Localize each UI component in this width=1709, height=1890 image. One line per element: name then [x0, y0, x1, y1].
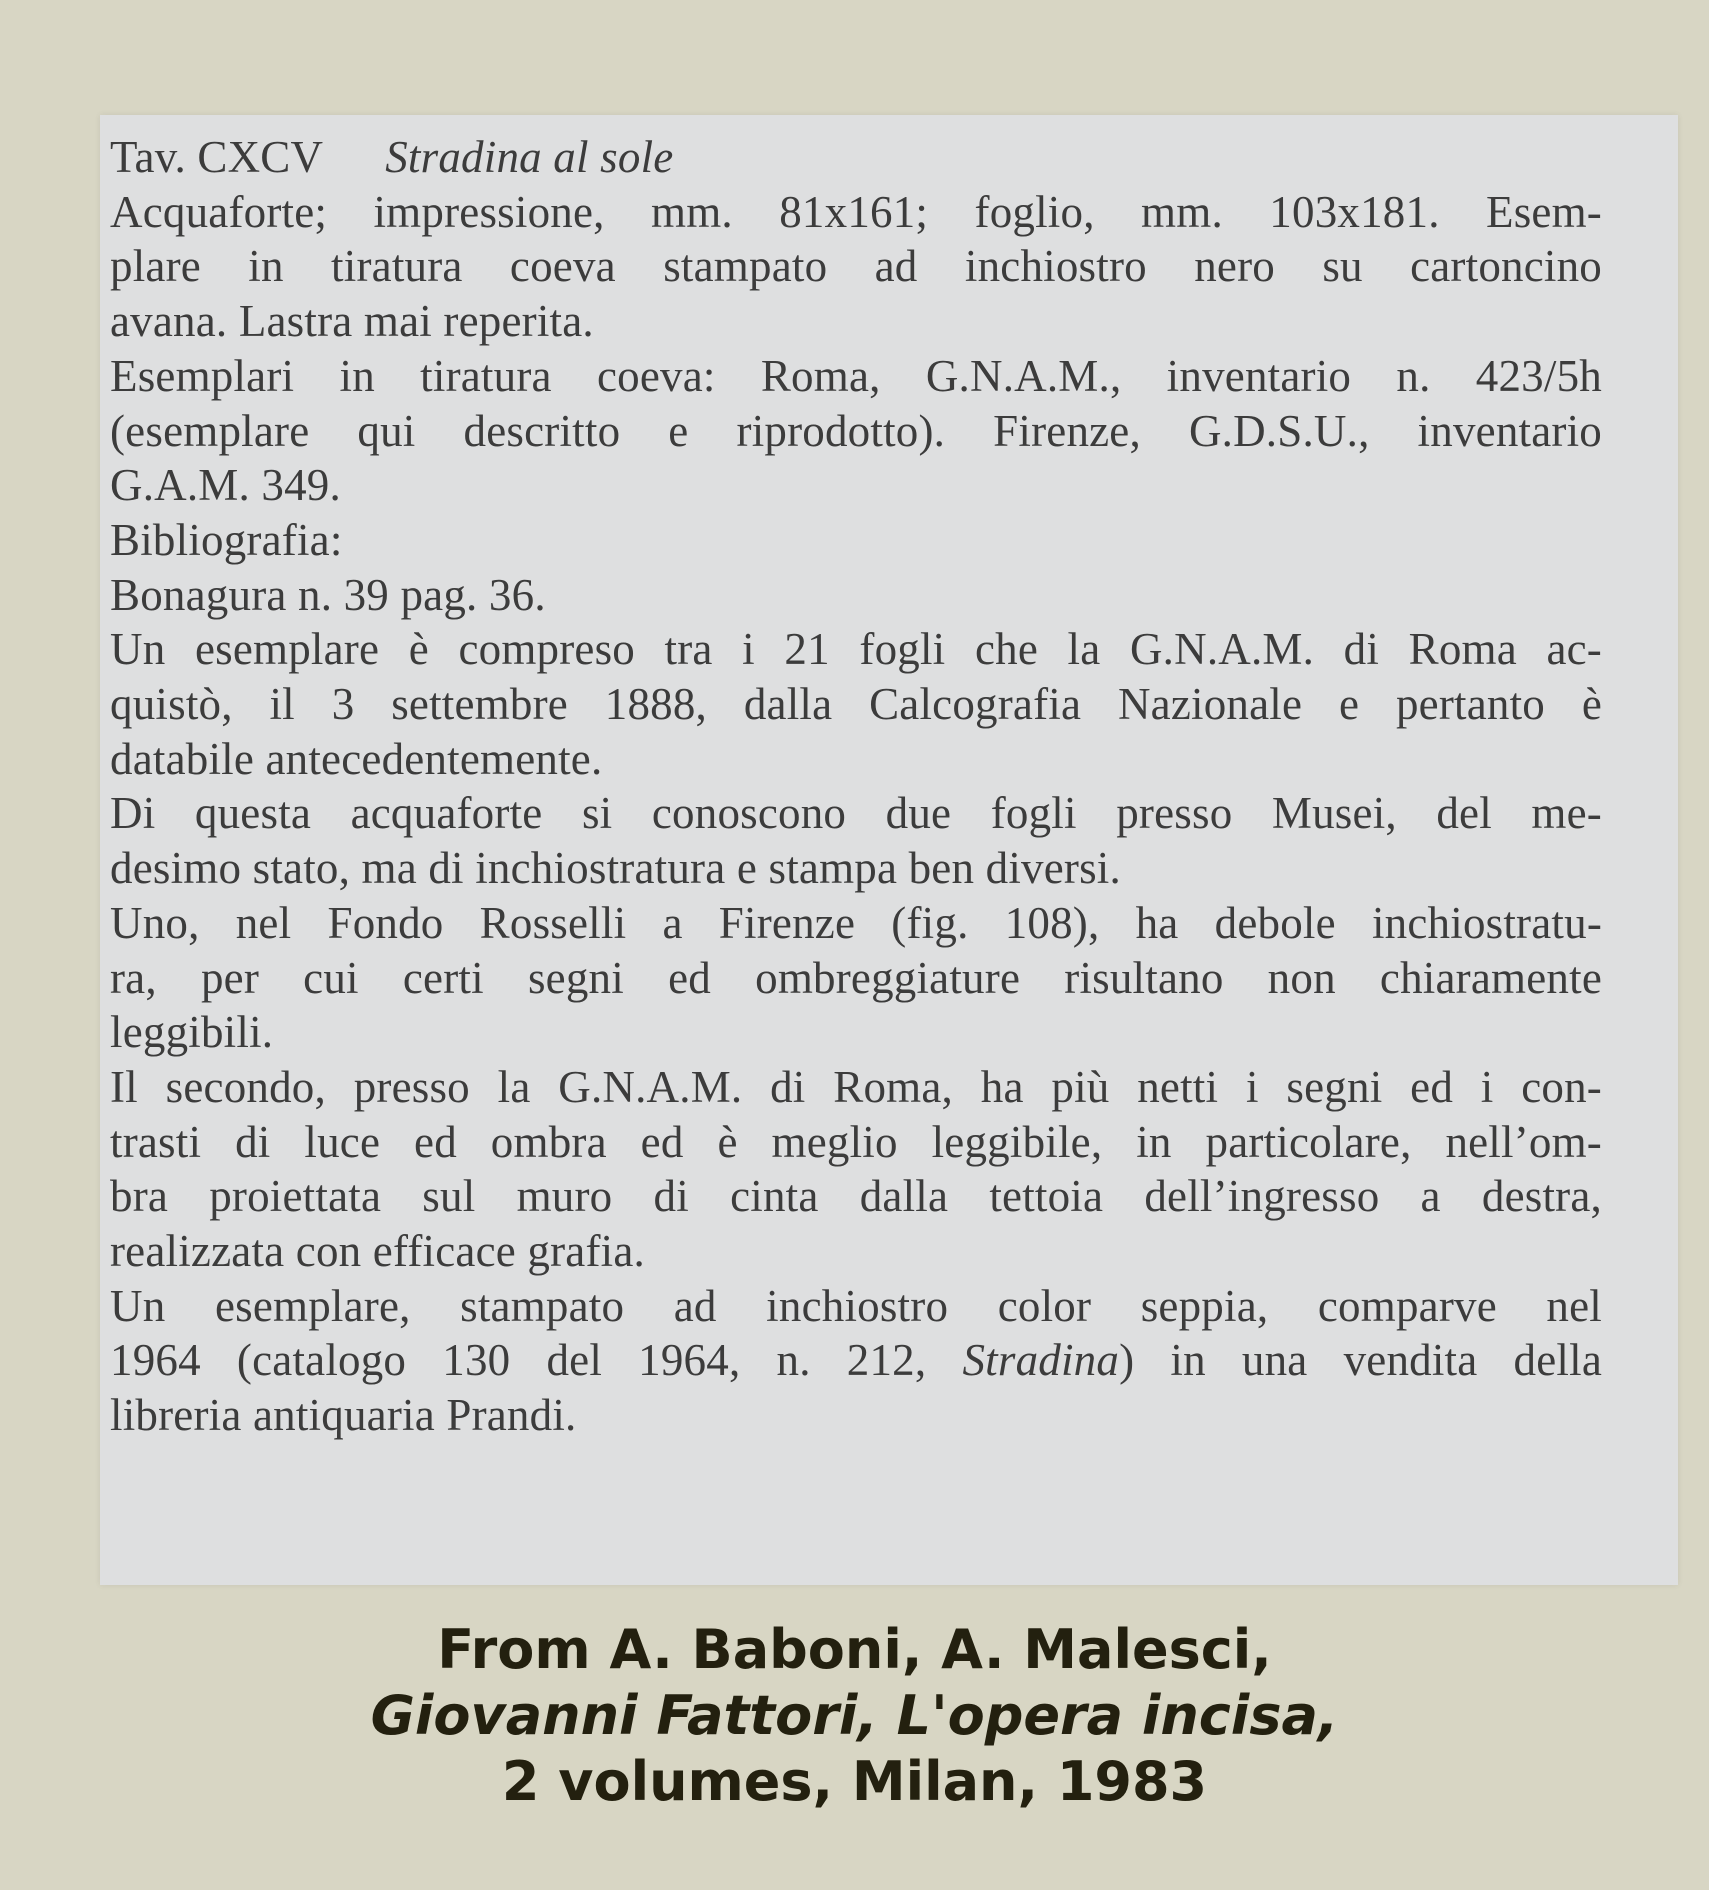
- sale-text-title: Stradina: [962, 1335, 1120, 1386]
- entry-line: Acquaforte; impressione, mm. 81x161; foglio, mm. 103x181. Esem-: [110, 186, 1602, 237]
- entry-line: trasti di luce ed ombra ed è meglio leggibile, in particolare, nell’om-: [110, 1116, 1602, 1167]
- entry-line: realizzata con efficace grafia.: [110, 1226, 645, 1277]
- entry-line: Un esemplare è compreso tra i 21 fogli che la G.N.A.M. di Roma ac-: [110, 624, 1602, 675]
- entry-line: quistò, il 3 settembre 1888, dalla Calcografia Nazionale e pertanto è: [110, 679, 1602, 730]
- entry-line: databile antecedentemente.: [110, 733, 603, 784]
- entry-line: leggibili.: [110, 1007, 274, 1058]
- source-caption: [0, 1617, 1709, 1815]
- caption-book-title: Giovanni Fattori, L'opera incisa,: [370, 1684, 1339, 1747]
- entry-line: Il secondo, presso la G.N.A.M. di Roma, ha più netti i segni ed i con-: [110, 1061, 1602, 1112]
- plate-number: Tav. CXCV: [110, 132, 324, 182]
- entry-line: plare in tiratura coeva stampato ad inchiostro nero su cartoncino: [110, 241, 1602, 292]
- entry-line: Di questa acquaforte si conoscono due fogli presso Musei, del me-: [110, 788, 1602, 839]
- entry-line: G.A.M. 349.: [110, 460, 341, 511]
- entry-heading: [110, 130, 1602, 185]
- sale-text-before: 1964 (catalogo 130 del 1964, n. 212,: [110, 1335, 963, 1386]
- entry-line: desimo stato, ma di inchiostratura e stampa ben diversi.: [110, 843, 1121, 894]
- caption-publication: 2 volumes, Milan, 1983: [501, 1750, 1208, 1813]
- entry-line: Bibliografia:: [110, 514, 343, 565]
- entry-line: Uno, nel Fondo Rosselli a Firenze (fig. 108), ha debole inchiostratu-: [110, 897, 1602, 948]
- entry-line: Un esemplare, stampato ad inchiostro color seppia, comparve nel: [110, 1280, 1602, 1331]
- catalog-entry: [110, 130, 1602, 1443]
- entry-line: ra, per cui certi segni ed ombreggiature risultano non chiaramente: [110, 952, 1602, 1003]
- entry-line: Bonagura n. 39 pag. 36.: [110, 569, 546, 620]
- entry-line: Esemplari in tiratura coeva: Roma, G.N.A.M., inventario n. 423/5h: [110, 350, 1602, 401]
- entry-line-sale: [110, 1333, 1602, 1388]
- entry-line: bra proiettata sul muro di cinta dalla tettoia dell’ingresso a destra,: [110, 1171, 1602, 1222]
- work-title: Stradina al sole: [385, 132, 674, 182]
- entry-line: (esemplare qui descritto e riprodotto). Firenze, G.D.S.U., inventario: [110, 405, 1602, 456]
- entry-line: avana. Lastra mai reperita.: [110, 296, 594, 347]
- entry-body: [110, 185, 1602, 1334]
- caption-authors: From A. Baboni, A. Malesci,: [437, 1618, 1272, 1681]
- entry-line-last: libreria antiquaria Prandi.: [110, 1390, 577, 1441]
- sale-text-after: ) in una vendita della: [1119, 1335, 1603, 1386]
